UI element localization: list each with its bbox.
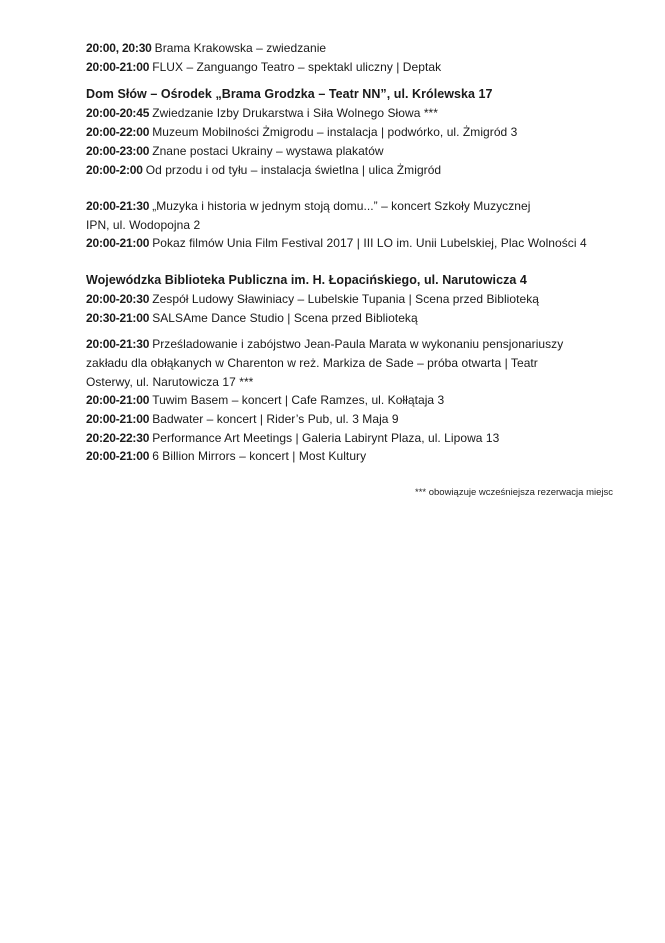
event-line: [86, 290, 625, 308]
event-time: 20:00-21:30: [86, 337, 150, 351]
event-time: 20:00-21:00: [86, 412, 150, 426]
event-time: 20:00-23:00: [86, 144, 150, 158]
event-line: [86, 234, 625, 252]
event-description: Od przodu i od tyłu – instalacja świetlna | ulica Żmigród: [145, 163, 442, 177]
event-description: Brama Krakowska – zwiedzanie: [154, 41, 327, 55]
event-description: FLUX – Zanguango Teatro – spektakl uliczny | Deptak: [152, 60, 442, 74]
event-line-continued: [86, 373, 625, 391]
event-description: Badwater – koncert | Rider’s Pub, ul. 3 Maja 9: [152, 412, 399, 426]
event-line: [86, 335, 625, 353]
event-line-continued: [86, 216, 625, 234]
event-line: [86, 104, 625, 122]
event-line: [86, 58, 625, 76]
event-line: [86, 39, 625, 57]
event-description: IPN, ul. Wodopojna 2: [86, 218, 201, 232]
event-description: Tuwim Basem – koncert | Cafe Ramzes, ul. Kołłątaja 3: [152, 393, 445, 407]
event-time: 20:00-22:00: [86, 125, 150, 139]
venue-heading: Wojewódzka Biblioteka Publiczna im. H. Łopacińskiego, ul. Narutowicza 4: [86, 273, 527, 287]
event-time: 20:20-22:30: [86, 431, 150, 445]
event-line: [86, 410, 625, 428]
event-time: 20:00-21:00: [86, 236, 150, 250]
event-description: Znane postaci Ukrainy – wystawa plakatów: [152, 144, 384, 158]
event-time: 20:00, 20:30: [86, 41, 152, 55]
event-time: 20:00-21:00: [86, 60, 150, 74]
event-line: [86, 197, 625, 215]
event-line: [86, 429, 625, 447]
event-time: 20:00-21:30: [86, 199, 150, 213]
event-line: [86, 309, 625, 327]
venue-heading: Dom Słów – Ośrodek „Brama Grodzka – Teatr NN”, ul. Królewska 17: [86, 87, 493, 101]
event-time: 20:00-21:00: [86, 393, 150, 407]
reservation-footnote: *** obowiązuje wcześniejsza rezerwacja miejsc: [415, 487, 613, 498]
event-description: Zespół Ludowy Sławiniacy – Lubelskie Tupania | Scena przed Biblioteką: [152, 292, 539, 306]
event-description: Muzeum Mobilności Żmigrodu – instalacja | podwórko, ul. Żmigród 3: [152, 125, 518, 139]
event-description: SALSAme Dance Studio | Scena przed Biblioteką: [152, 311, 418, 325]
event-description: Performance Art Meetings | Galeria Labirynt Plaza, ul. Lipowa 13: [152, 431, 500, 445]
event-time: 20:00-20:30: [86, 292, 150, 306]
event-line: [86, 391, 625, 409]
event-description: 6 Billion Mirrors – koncert | Most Kultury: [152, 449, 367, 463]
event-time: 20:00-2:00: [86, 163, 143, 177]
event-description: zakładu dla obłąkanych w Charenton w reż. Markiza de Sade – próba otwarta | Teatr: [86, 356, 538, 370]
event-description: Pokaz filmów Unia Film Festival 2017 | III LO im. Unii Lubelskiej, Plac Wolności 4: [152, 236, 587, 250]
event-line: [86, 161, 625, 179]
event-time: 20:30-21:00: [86, 311, 150, 325]
event-description: Prześladowanie i zabójstwo Jean-Paula Marata w wykonaniu pensjonariuszy: [152, 337, 564, 351]
event-line: [86, 142, 625, 160]
event-time: 20:00-20:45: [86, 106, 150, 120]
event-line: [86, 123, 625, 141]
event-line: [86, 447, 625, 465]
event-line-continued: [86, 354, 625, 372]
event-description: Osterwy, ul. Narutowicza 17 ***: [86, 375, 254, 389]
event-description: Zwiedzanie Izby Drukarstwa i Siła Wolnego Słowa ***: [152, 106, 438, 120]
event-description: „Muzyka i historia w jednym stoją domu...” – koncert Szkoły Muzycznej: [152, 199, 531, 213]
event-time: 20:00-21:00: [86, 449, 150, 463]
